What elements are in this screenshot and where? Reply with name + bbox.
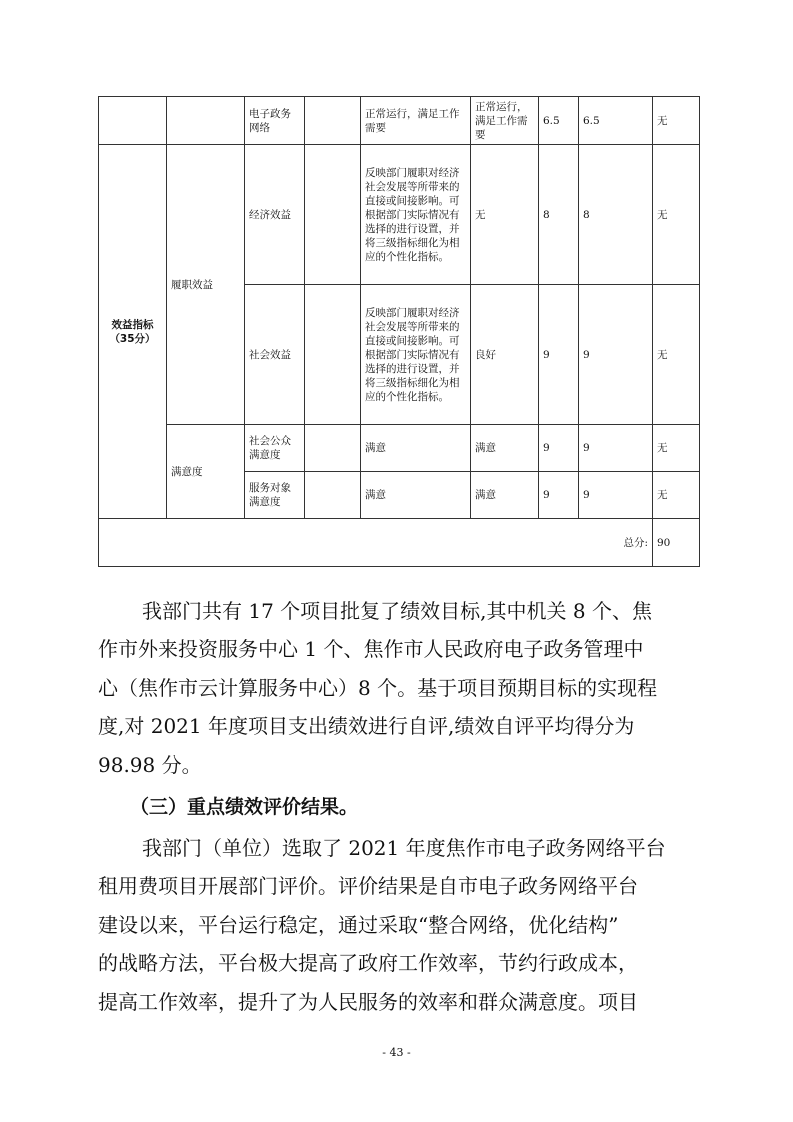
table-cell: 满意 (361, 425, 471, 472)
table-cell: 9 (579, 472, 653, 519)
table-cell: 无 (653, 145, 700, 285)
table-cell: 9 (579, 285, 653, 425)
section-heading: （三）重点绩效评价结果。 (130, 796, 359, 818)
paragraph-line: 我部门共有 17 个项目批复了绩效目标,其中机关 8 个、焦 (142, 599, 652, 623)
table-cell: 服务对象满意度 (245, 472, 305, 519)
page-number: - 43 - (382, 1046, 411, 1059)
paragraph-line: 心（焦作市云计算服务中心）8 个。基于项目预期目标的实现程 (98, 675, 658, 700)
paragraph-line: 我部门（单位）选取了 2021 年度焦作市电子政务网络平台 (142, 836, 666, 860)
table-cell: 9 (579, 425, 653, 472)
performance-benefit-cell: 履职效益 (167, 145, 245, 425)
table-cell: 反映部门履职对经济社会发展等所带来的直接或间接影响。可根据部门实际情况有选择的进行设置，并将三级指标细化为相应的个性化指标。 (361, 285, 471, 425)
table-cell: 社会公众满意度 (245, 425, 305, 472)
table-cell: 满意 (471, 472, 539, 519)
table-cell: 9 (539, 285, 579, 425)
paragraph-line: 98.98 分。 (98, 752, 202, 777)
table-cell (305, 472, 361, 519)
table-cell: 电子政务网络 (245, 97, 305, 145)
paragraph-summary (98, 592, 698, 784)
table-row (99, 145, 700, 285)
table-cell: 6.5 (579, 97, 653, 145)
table-cell (305, 425, 361, 472)
benefit-indicator-cell: 效益指标（35分） (99, 145, 167, 519)
table-cell: 无 (471, 145, 539, 285)
table-cell: 正常运行，满足工作需要 (471, 97, 539, 145)
table-row (99, 97, 700, 145)
satisfaction-cell: 满意度 (167, 425, 245, 519)
paragraph-line: 建设以来，平台运行稳定，通过采取“整合网络，优化结构” (98, 912, 619, 937)
paragraph-line: 作市外来投资服务中心 1 个、焦作市人民政府电子政务管理中 (98, 637, 644, 662)
table-cell: 无 (653, 472, 700, 519)
table-cell: 正常运行，满足工作需要 (361, 97, 471, 145)
table-cell (99, 97, 167, 145)
table-cell: 经济效益 (245, 145, 305, 285)
table-cell: 良好 (471, 285, 539, 425)
table-cell: 满意 (361, 472, 471, 519)
paragraph-line: 的战略方法，平台极大提高了政府工作效率，节约行政成本， (98, 951, 638, 976)
table-cell: 6.5 (539, 97, 579, 145)
paragraph-evaluation (98, 829, 698, 1021)
total-value: 90 (653, 519, 700, 567)
table-cell: 8 (539, 145, 579, 285)
table-cell: 无 (653, 425, 700, 472)
table-cell (305, 145, 361, 285)
table-cell: 反映部门履职对经济社会发展等所带来的直接或间接影响。可根据部门实际情况有选择的进行设置，并将三级指标细化为相应的个性化指标。 (361, 145, 471, 285)
total-label: 总分: (99, 519, 653, 567)
table-row-total (99, 519, 700, 567)
table-cell: 9 (539, 472, 579, 519)
table-cell: 满意 (471, 425, 539, 472)
table-cell (167, 97, 245, 145)
table-row (99, 425, 700, 472)
table-cell: 9 (539, 425, 579, 472)
table-cell: 无 (653, 97, 700, 145)
table-cell: 8 (579, 145, 653, 285)
paragraph-line: 租用费项目开展部门评价。评价结果是自市电子政务网络平台 (98, 874, 638, 899)
table-cell: 无 (653, 285, 700, 425)
paragraph-line: 提高工作效率，提升了为人民服务的效率和群众满意度。项目 (98, 989, 638, 1014)
table-cell: 社会效益 (245, 285, 305, 425)
table-cell (305, 285, 361, 425)
table-cell (305, 97, 361, 145)
performance-table (98, 96, 700, 567)
paragraph-line: 度,对 2021 年度项目支出绩效进行自评,绩效自评平均得分为 (98, 714, 635, 739)
